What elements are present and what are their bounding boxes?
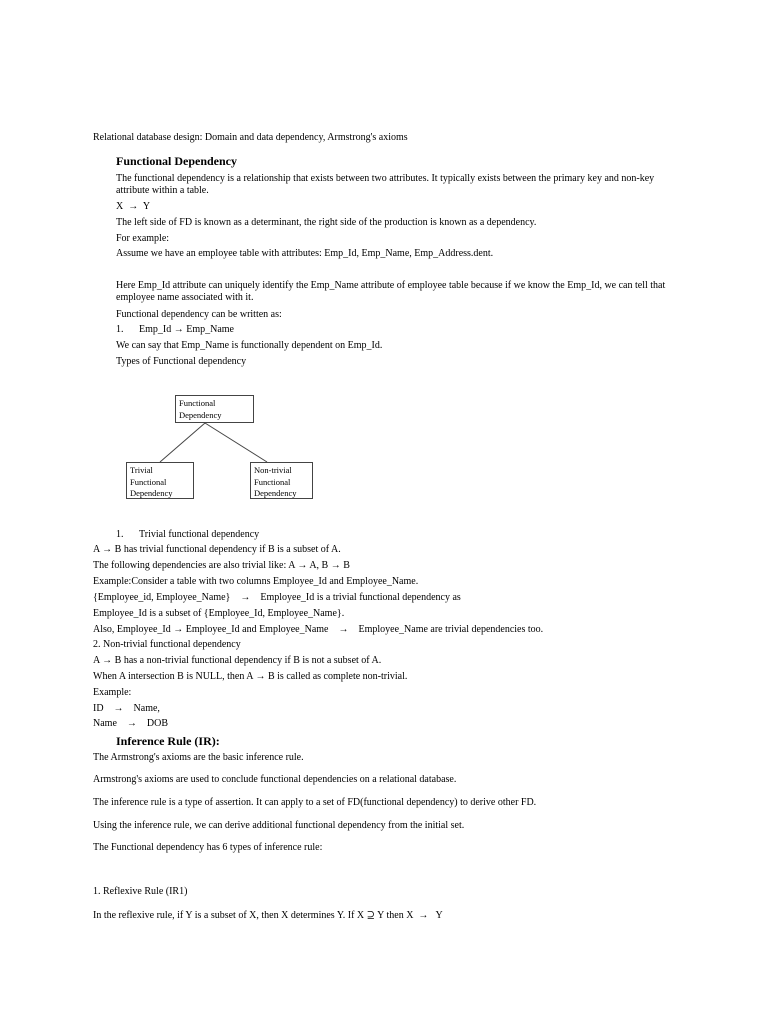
diagram-trivial-line3: Dependency	[130, 488, 173, 498]
inference-heading: Inference Rule (IR):	[116, 734, 220, 748]
trivial-number: 1.	[116, 529, 124, 540]
diagram-root-line1: Functional	[179, 398, 216, 408]
trivial-line-5: Employee_Id is a subset of {Employee_Id, Employee_Name}.	[93, 608, 345, 619]
connector-right	[205, 423, 267, 462]
trivial-line-2: The following dependencies are also trivial like: A → A, B → B	[93, 560, 350, 571]
trivial-line-1: A → B has trivial functional dependency if B is a subset of A.	[93, 544, 341, 555]
fd-intro-paragraph: The functional dependency is a relationship that exists between two attributes. It typically exists between the primary key and non-key attribute within a table.	[116, 173, 655, 196]
trivial-line-4: {Employee_id, Employee_Name} → Employee_Id is a trivial functional dependency as	[93, 592, 461, 603]
diagram-nontrivial-line2: Functional	[254, 476, 291, 487]
reflexive-text: In the reflexive rule, if Y is a subset of X, then X determines Y. If X ⊇ Y then X → Y	[93, 910, 443, 921]
written-as-text: Functional dependency can be written as:	[116, 309, 282, 320]
diagram-nontrivial-line3: Dependency	[254, 488, 297, 498]
diagram-root-box	[175, 395, 254, 423]
list-item-number: 1.	[116, 324, 124, 335]
nontrivial-line-4: ID → Name,	[93, 703, 160, 714]
diagram-nontrivial-box	[250, 462, 313, 499]
assume-text: Assume we have an employee table with attributes: Emp_Id, Emp_Name, Emp_Address.dent.	[116, 248, 494, 259]
diagram-trivial-box	[126, 462, 194, 499]
for-example-label: For example:	[116, 233, 170, 244]
xy-notation: X → Y	[116, 201, 151, 212]
fd-heading: Functional Dependency	[116, 154, 238, 168]
diagram-nontrivial-line1: Non-trivial	[254, 465, 292, 475]
determinant-text: The left side of FD is known as a determinant, the right side of the production is known as a dependency.	[116, 217, 537, 228]
trivial-title: Trivial functional dependency	[139, 529, 260, 540]
nontrivial-line-1: A → B has a non-trivial functional dependency if B is not a subset of A.	[93, 655, 382, 666]
inference-line-3: The inference rule is a type of assertion. It can apply to a set of FD(functional dependency) to derive other FD.	[93, 797, 537, 808]
trivial-line-3: Example:Consider a table with two columns Employee_Id and Employee_Name.	[93, 576, 419, 587]
types-heading: Types of Functional dependency	[116, 356, 247, 367]
nontrivial-title: 2. Non-trivial functional dependency	[93, 639, 241, 650]
document-title: Relational database design: Domain and data dependency, Armstrong's axioms	[93, 132, 408, 143]
inference-line-5: The Functional dependency has 6 types of inference rule:	[93, 842, 323, 853]
dependent-statement: We can say that Emp_Name is functionally dependent on Emp_Id.	[116, 340, 383, 351]
inference-line-1: The Armstrong's axioms are the basic inference rule.	[93, 752, 304, 763]
diagram-trivial-line2: Functional	[130, 476, 167, 487]
here-paragraph: Here Emp_Id attribute can uniquely identify the Emp_Name attribute of employee table because if we know the Emp_Id, we can tell that employee name associated with it.	[116, 280, 666, 303]
inference-line-4: Using the inference rule, we can derive additional functional dependency from the initial set.	[93, 820, 465, 831]
connector-left	[160, 423, 205, 462]
nontrivial-line-2: When A intersection B is NULL, then A → B is called as complete non-trivial.	[93, 671, 408, 682]
trivial-line-6: Also, Employee_Id → Employee_Id and Employee_Name → Employee_Name are trivial dependencies too.	[93, 624, 544, 635]
nontrivial-line-3: Example:	[93, 687, 132, 698]
reflexive-title: 1. Reflexive Rule (IR1)	[93, 886, 188, 897]
inference-line-2: Armstrong's axioms are used to conclude functional dependencies on a relational database.	[93, 774, 457, 785]
list-item-text: Emp_Id → Emp_Name	[139, 324, 234, 335]
diagram-trivial-line1: Trivial	[130, 465, 153, 475]
nontrivial-line-5: Name → DOB	[93, 718, 168, 729]
diagram-root-line2: Dependency	[179, 409, 222, 420]
